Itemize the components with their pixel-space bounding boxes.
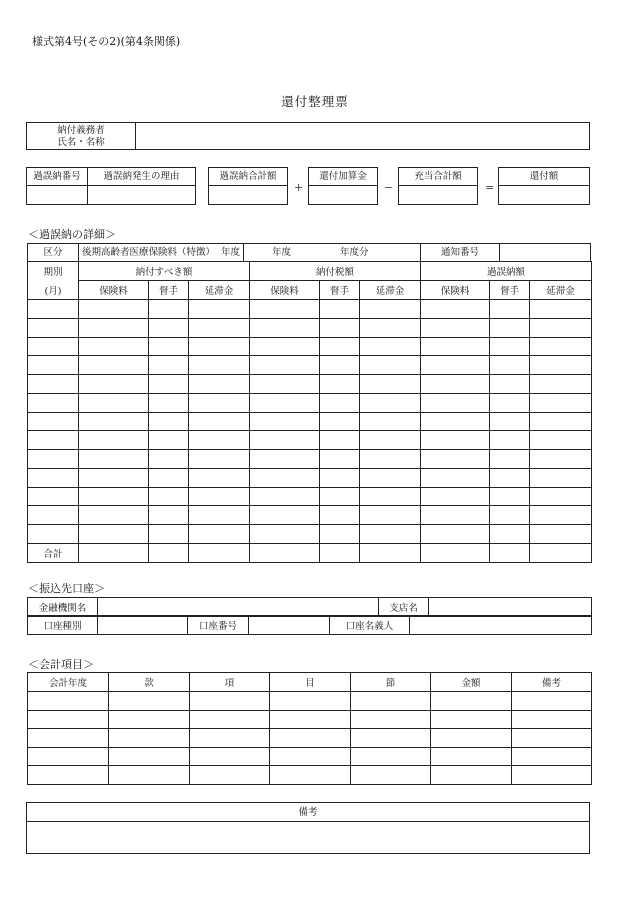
- detail-amount-cell[interactable]: [320, 300, 360, 319]
- refund-addition-box: [308, 167, 378, 205]
- detail-amount-cell[interactable]: [79, 318, 149, 337]
- detail-amount-cell[interactable]: [490, 300, 530, 319]
- detail-amount-cell[interactable]: [189, 300, 250, 319]
- group-overpaid-header: 過誤納額: [421, 262, 592, 281]
- accounting-cell[interactable]: [28, 692, 109, 711]
- detail-amount-cell[interactable]: [421, 468, 490, 487]
- accounting-cell[interactable]: [512, 710, 592, 729]
- overpayment-no-label: 過誤納番号: [33, 171, 81, 182]
- institution-field[interactable]: [98, 598, 379, 617]
- col-premium-3: 保険料: [421, 281, 490, 300]
- accounting-header-3: 目: [270, 673, 351, 692]
- detail-amount-cell[interactable]: [490, 431, 530, 450]
- detail-amount-cell[interactable]: [149, 468, 189, 487]
- accounting-cell[interactable]: [270, 710, 351, 729]
- detail-amount-cell[interactable]: [320, 412, 360, 431]
- category-value: 後期高齢者医療保険料（特徴）: [82, 247, 216, 258]
- accounting-row: [28, 766, 592, 785]
- detail-amount-cell[interactable]: [149, 412, 189, 431]
- branch-label: 支店名: [379, 598, 429, 617]
- detail-amount-cell[interactable]: [360, 375, 421, 394]
- detail-amount-cell[interactable]: [530, 525, 592, 544]
- total-cell[interactable]: [250, 543, 320, 562]
- detail-amount-cell[interactable]: [320, 468, 360, 487]
- detail-amount-cell[interactable]: [250, 393, 320, 412]
- accounting-cell[interactable]: [109, 766, 190, 785]
- allocation-total-field[interactable]: [399, 186, 477, 204]
- detail-amount-cell[interactable]: [360, 450, 421, 469]
- detail-amount-cell[interactable]: [320, 375, 360, 394]
- total-cell[interactable]: [421, 543, 490, 562]
- overpayment-reason-field[interactable]: [88, 186, 195, 204]
- accounting-row: [28, 710, 592, 729]
- detail-amount-cell[interactable]: [320, 431, 360, 450]
- detail-amount-cell[interactable]: [250, 356, 320, 375]
- detail-amount-cell[interactable]: [421, 487, 490, 506]
- detail-period-cell[interactable]: [28, 506, 79, 525]
- accounting-cell[interactable]: [431, 747, 512, 766]
- refund-amount-field[interactable]: [499, 186, 589, 204]
- accounting-header-1: 款: [109, 673, 190, 692]
- detail-amount-cell[interactable]: [149, 393, 189, 412]
- payer-label-line2: 氏名・名称: [57, 137, 105, 148]
- detail-amount-cell[interactable]: [250, 300, 320, 319]
- accounting-cell[interactable]: [28, 747, 109, 766]
- detail-amount-cell[interactable]: [360, 356, 421, 375]
- detail-amount-cell[interactable]: [79, 525, 149, 544]
- detail-amount-cell[interactable]: [490, 375, 530, 394]
- accounting-section-title: ＜会計項目＞: [28, 658, 94, 671]
- detail-amount-cell[interactable]: [79, 412, 149, 431]
- remarks-label: 備考: [298, 807, 318, 818]
- detail-amount-cell[interactable]: [421, 318, 490, 337]
- detail-amount-cell[interactable]: [360, 300, 421, 319]
- detail-period-cell[interactable]: [28, 525, 79, 544]
- month-label: (月): [28, 281, 79, 300]
- accounting-header-2: 項: [190, 673, 270, 692]
- detail-amount-cell[interactable]: [149, 450, 189, 469]
- detail-amount-cell[interactable]: [530, 356, 592, 375]
- accounting-cell[interactable]: [190, 766, 270, 785]
- accounting-cell[interactable]: [28, 710, 109, 729]
- detail-amount-cell[interactable]: [530, 393, 592, 412]
- payer-name-field[interactable]: [136, 123, 589, 149]
- detail-period-cell[interactable]: [28, 356, 79, 375]
- total-cell[interactable]: [320, 543, 360, 562]
- detail-amount-cell[interactable]: [530, 468, 592, 487]
- detail-amount-cell[interactable]: [320, 356, 360, 375]
- detail-amount-cell[interactable]: [490, 450, 530, 469]
- form-code: 様式第4号(その2)(第4条関係): [32, 35, 181, 48]
- detail-amount-cell[interactable]: [320, 337, 360, 356]
- detail-amount-cell[interactable]: [79, 356, 149, 375]
- detail-amount-cell[interactable]: [149, 375, 189, 394]
- account-holder-label: 口座名義人: [330, 616, 410, 635]
- payer-label-line1: 納付義務者: [57, 125, 105, 136]
- overpayment-id-box: [26, 167, 196, 205]
- col-dunning-3: 督手: [490, 281, 530, 300]
- fiscal-year-label: 年度: [272, 247, 292, 258]
- detail-amount-cell[interactable]: [189, 356, 250, 375]
- total-cell[interactable]: [189, 543, 250, 562]
- detail-amount-cell[interactable]: [530, 431, 592, 450]
- detail-amount-cell[interactable]: [149, 337, 189, 356]
- accounting-header-0: 会計年度: [28, 673, 109, 692]
- detail-period-cell[interactable]: [28, 318, 79, 337]
- accounting-cell[interactable]: [270, 692, 351, 711]
- detail-amount-cell[interactable]: [530, 300, 592, 319]
- detail-amount-cell[interactable]: [189, 375, 250, 394]
- detail-amount-cell[interactable]: [79, 487, 149, 506]
- total-cell[interactable]: [490, 543, 530, 562]
- accounting-table: [27, 672, 592, 785]
- notice-no-field[interactable]: [500, 244, 590, 261]
- detail-amount-cell[interactable]: [360, 431, 421, 450]
- detail-row: [28, 487, 592, 506]
- refund-addition-label: 還付加算金: [319, 171, 367, 182]
- detail-amount-cell[interactable]: [189, 318, 250, 337]
- detail-row: [28, 431, 592, 450]
- accounting-header-6: 備考: [512, 673, 592, 692]
- detail-amount-cell[interactable]: [360, 468, 421, 487]
- accounting-cell[interactable]: [431, 692, 512, 711]
- accounting-cell[interactable]: [270, 766, 351, 785]
- detail-amount-cell[interactable]: [360, 337, 421, 356]
- detail-period-cell[interactable]: [28, 375, 79, 394]
- col-dunning-2: 督手: [320, 281, 360, 300]
- accounting-header-5: 金額: [431, 673, 512, 692]
- detail-amount-cell[interactable]: [189, 431, 250, 450]
- detail-amount-cell[interactable]: [530, 337, 592, 356]
- accounting-cell[interactable]: [190, 747, 270, 766]
- detail-amount-cell[interactable]: [79, 468, 149, 487]
- detail-period-cell[interactable]: [28, 431, 79, 450]
- detail-row: [28, 393, 592, 412]
- detail-row: [28, 337, 592, 356]
- detail-period-cell[interactable]: [28, 450, 79, 469]
- detail-amount-cell[interactable]: [320, 393, 360, 412]
- detail-amount-cell[interactable]: [250, 337, 320, 356]
- detail-row: [28, 450, 592, 469]
- accounting-cell[interactable]: [512, 747, 592, 766]
- details-category-row: [27, 243, 591, 262]
- accounting-cell[interactable]: [270, 729, 351, 748]
- detail-period-cell[interactable]: [28, 300, 79, 319]
- refund-amount-box: [498, 167, 590, 205]
- detail-amount-cell[interactable]: [421, 525, 490, 544]
- detail-amount-cell[interactable]: [490, 318, 530, 337]
- overpayment-no-field[interactable]: [27, 186, 87, 204]
- detail-amount-cell[interactable]: [250, 525, 320, 544]
- notice-no-label: 通知番号: [440, 247, 479, 258]
- accounting-cell[interactable]: [109, 747, 190, 766]
- detail-amount-cell[interactable]: [79, 450, 149, 469]
- detail-amount-cell[interactable]: [490, 506, 530, 525]
- category-label: 区分: [43, 247, 63, 258]
- bank-table-row2: [27, 615, 592, 635]
- total-cell[interactable]: [530, 543, 592, 562]
- accounting-cell[interactable]: [431, 766, 512, 785]
- account-type-label: 口座種別: [28, 616, 98, 635]
- detail-amount-cell[interactable]: [421, 337, 490, 356]
- detail-row: [28, 412, 592, 431]
- detail-period-cell[interactable]: [28, 412, 79, 431]
- detail-amount-cell[interactable]: [360, 506, 421, 525]
- detail-amount-cell[interactable]: [360, 412, 421, 431]
- detail-amount-cell[interactable]: [490, 356, 530, 375]
- accounting-cell[interactable]: [190, 729, 270, 748]
- detail-amount-cell[interactable]: [320, 450, 360, 469]
- overpayment-total-box: [208, 167, 288, 205]
- accounting-cell[interactable]: [431, 710, 512, 729]
- group-payable-header: 納付すべき額: [79, 262, 250, 281]
- detail-row: [28, 375, 592, 394]
- accounting-row: [28, 729, 592, 748]
- plus-sign: +: [294, 181, 304, 194]
- group-paid-header: 納付税額: [250, 262, 421, 281]
- account-holder-field[interactable]: [410, 616, 592, 635]
- detail-amount-cell[interactable]: [421, 506, 490, 525]
- accounting-row: [28, 692, 592, 711]
- total-cell[interactable]: [360, 543, 421, 562]
- allocation-total-box: [398, 167, 478, 205]
- detail-row: [28, 506, 592, 525]
- overpayment-total-label: 過誤納合計額: [219, 171, 277, 182]
- detail-amount-cell[interactable]: [490, 468, 530, 487]
- account-no-field[interactable]: [249, 616, 330, 635]
- detail-amount-cell[interactable]: [250, 506, 320, 525]
- accounting-cell[interactable]: [512, 692, 592, 711]
- detail-period-cell[interactable]: [28, 487, 79, 506]
- col-late-fee-2: 延滞金: [360, 281, 421, 300]
- accounting-cell[interactable]: [351, 766, 431, 785]
- detail-amount-cell[interactable]: [189, 525, 250, 544]
- col-premium-1: 保険料: [79, 281, 149, 300]
- accounting-cell[interactable]: [512, 766, 592, 785]
- accounting-cell[interactable]: [351, 747, 431, 766]
- period-label: 期別: [28, 262, 79, 281]
- detail-amount-cell[interactable]: [530, 375, 592, 394]
- accounting-cell[interactable]: [28, 729, 109, 748]
- accounting-cell[interactable]: [28, 766, 109, 785]
- bank-section-title: ＜振込先口座＞: [28, 582, 105, 595]
- overpayment-reason-label: 過誤納発生の理由: [103, 171, 180, 182]
- accounting-header-4: 節: [351, 673, 431, 692]
- detail-amount-cell[interactable]: [421, 356, 490, 375]
- col-late-fee-3: 延滞金: [530, 281, 592, 300]
- detail-amount-cell[interactable]: [360, 525, 421, 544]
- bank-table: [27, 597, 592, 617]
- detail-amount-cell[interactable]: [490, 412, 530, 431]
- accounting-cell[interactable]: [351, 729, 431, 748]
- col-premium-2: 保険料: [250, 281, 320, 300]
- detail-amount-cell[interactable]: [189, 450, 250, 469]
- detail-amount-cell[interactable]: [250, 450, 320, 469]
- detail-amount-cell[interactable]: [189, 506, 250, 525]
- detail-amount-cell[interactable]: [421, 300, 490, 319]
- accounting-cell[interactable]: [351, 710, 431, 729]
- detail-amount-cell[interactable]: [421, 431, 490, 450]
- detail-amount-cell[interactable]: [250, 412, 320, 431]
- year-label: 年度: [221, 247, 241, 258]
- minus-sign: −: [384, 181, 394, 194]
- detail-amount-cell[interactable]: [490, 525, 530, 544]
- refund-addition-field[interactable]: [309, 186, 377, 204]
- fiscal-year-portion-label: 年度分: [340, 247, 369, 258]
- detail-amount-cell[interactable]: [79, 506, 149, 525]
- account-type-field[interactable]: [98, 616, 188, 635]
- detail-amount-cell[interactable]: [79, 393, 149, 412]
- detail-amount-cell[interactable]: [530, 487, 592, 506]
- detail-amount-cell[interactable]: [490, 337, 530, 356]
- detail-amount-cell[interactable]: [149, 525, 189, 544]
- detail-amount-cell[interactable]: [250, 318, 320, 337]
- detail-amount-cell[interactable]: [149, 356, 189, 375]
- detail-amount-cell[interactable]: [189, 487, 250, 506]
- detail-amount-cell[interactable]: [149, 300, 189, 319]
- accounting-cell[interactable]: [351, 692, 431, 711]
- col-late-fee-1: 延滞金: [189, 281, 250, 300]
- detail-amount-cell[interactable]: [250, 375, 320, 394]
- detail-amount-cell[interactable]: [421, 393, 490, 412]
- account-no-label: 口座番号: [188, 616, 249, 635]
- detail-amount-cell[interactable]: [360, 318, 421, 337]
- detail-amount-cell[interactable]: [320, 525, 360, 544]
- detail-amount-cell[interactable]: [149, 487, 189, 506]
- detail-amount-cell[interactable]: [530, 450, 592, 469]
- detail-amount-cell[interactable]: [250, 431, 320, 450]
- accounting-cell[interactable]: [109, 692, 190, 711]
- total-cell[interactable]: [79, 543, 149, 562]
- total-label: 合計: [28, 543, 79, 562]
- detail-amount-cell[interactable]: [189, 393, 250, 412]
- detail-amount-cell[interactable]: [360, 487, 421, 506]
- detail-amount-cell[interactable]: [189, 412, 250, 431]
- detail-amount-cell[interactable]: [250, 468, 320, 487]
- detail-amount-cell[interactable]: [189, 337, 250, 356]
- detail-amount-cell[interactable]: [490, 393, 530, 412]
- detail-period-cell[interactable]: [28, 468, 79, 487]
- accounting-cell[interactable]: [109, 710, 190, 729]
- detail-amount-cell[interactable]: [149, 506, 189, 525]
- institution-label: 金融機関名: [28, 598, 98, 617]
- details-table: [27, 261, 592, 563]
- detail-amount-cell[interactable]: [530, 412, 592, 431]
- detail-row: [28, 525, 592, 544]
- detail-amount-cell[interactable]: [530, 318, 592, 337]
- accounting-cell[interactable]: [270, 747, 351, 766]
- accounting-cell[interactable]: [431, 729, 512, 748]
- detail-row: [28, 300, 592, 319]
- detail-period-cell[interactable]: [28, 337, 79, 356]
- allocation-total-label: 充当合計額: [414, 171, 462, 182]
- col-dunning-1: 督手: [149, 281, 189, 300]
- accounting-cell[interactable]: [512, 729, 592, 748]
- detail-amount-cell[interactable]: [79, 337, 149, 356]
- remarks-field[interactable]: [27, 822, 589, 853]
- equals-sign: =: [485, 181, 495, 194]
- overpayment-total-field[interactable]: [209, 186, 287, 204]
- accounting-cell[interactable]: [190, 710, 270, 729]
- detail-amount-cell[interactable]: [490, 487, 530, 506]
- detail-amount-cell[interactable]: [149, 431, 189, 450]
- detail-amount-cell[interactable]: [530, 506, 592, 525]
- detail-amount-cell[interactable]: [79, 300, 149, 319]
- detail-row: [28, 356, 592, 375]
- detail-amount-cell[interactable]: [421, 412, 490, 431]
- detail-amount-cell[interactable]: [421, 375, 490, 394]
- detail-amount-cell[interactable]: [320, 506, 360, 525]
- detail-amount-cell[interactable]: [79, 431, 149, 450]
- accounting-cell[interactable]: [109, 729, 190, 748]
- detail-amount-cell[interactable]: [360, 393, 421, 412]
- page-title: 還付整理票: [281, 94, 349, 109]
- detail-amount-cell[interactable]: [79, 375, 149, 394]
- total-cell[interactable]: [149, 543, 189, 562]
- detail-period-cell[interactable]: [28, 393, 79, 412]
- accounting-row: [28, 747, 592, 766]
- detail-amount-cell[interactable]: [149, 318, 189, 337]
- detail-row: [28, 468, 592, 487]
- remarks-box: [26, 802, 590, 854]
- detail-amount-cell[interactable]: [421, 450, 490, 469]
- detail-amount-cell[interactable]: [189, 468, 250, 487]
- details-section-title: ＜過誤納の詳細＞: [28, 228, 116, 241]
- payer-box: [26, 122, 590, 150]
- refund-amount-label: 還付額: [529, 171, 559, 182]
- branch-field[interactable]: [429, 598, 592, 617]
- detail-amount-cell[interactable]: [320, 487, 360, 506]
- detail-amount-cell[interactable]: [250, 487, 320, 506]
- detail-amount-cell[interactable]: [320, 318, 360, 337]
- accounting-cell[interactable]: [190, 692, 270, 711]
- detail-row: [28, 318, 592, 337]
